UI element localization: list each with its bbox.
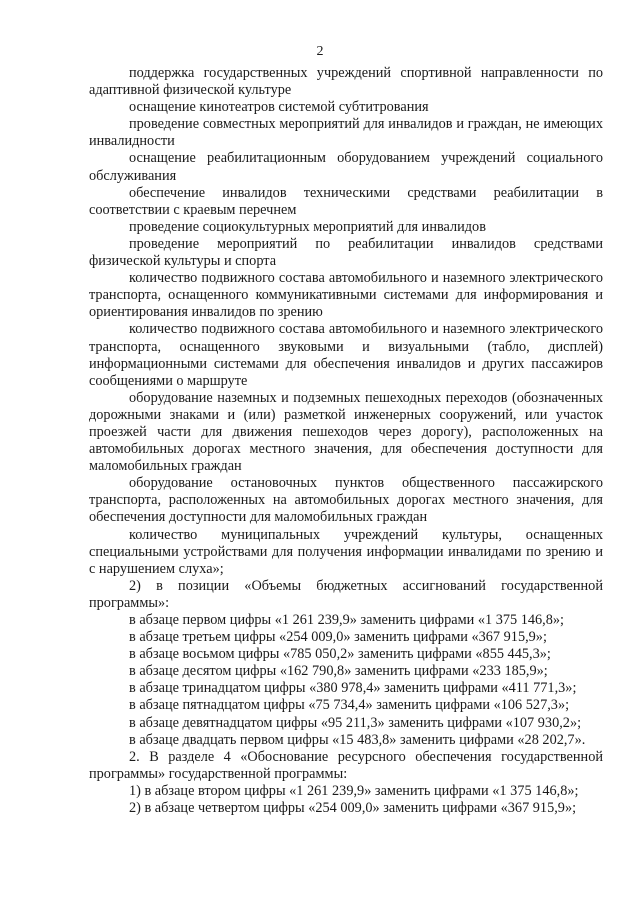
paragraph: количество муниципальных учреждений культуры, оснащенных специальными устройствами для получения информации инвалидами по зрению и с нарушением слуха»; <box>89 526 603 577</box>
paragraph: оснащение реабилитационным оборудованием учреждений социального обслуживания <box>89 150 603 184</box>
paragraph: в абзаце первом цифры «1 261 239,9» заменить цифрами «1 375 146,8»; <box>129 612 565 628</box>
paragraph: в абзаце третьем цифры «254 009,0» заменить цифрами «367 915,9»; <box>129 629 547 646</box>
paragraph: поддержка государственных учреждений спортивной направленности по адаптивной физической культуре <box>89 65 603 99</box>
page-number: 2 <box>316 44 324 59</box>
paragraph: 2) в абзаце четвертом цифры «254 009,0» заменить цифрами «367 915,9»; <box>129 800 577 817</box>
paragraph: количество подвижного состава автомобильного и наземного электрического транспорта, оснащенного звуковыми и визуальными (табло, дисплей) информационными системами для обеспечения инвалидов и других пассажиров сообщениями о маршруте <box>89 321 603 389</box>
paragraph: 1) в абзаце втором цифры «1 261 239,9» заменить цифрами «1 375 146,8»; <box>129 782 579 799</box>
paragraph: оборудование наземных и подземных пешеходных переходов (обозначенных дорожными знаками и (или) разметкой инженерных сооружений, или участок проезжей части для движения пешеходов через дорогу), расположенных на автомобильных дорогах местного значения, для обеспечения доступности для маломобильных граждан <box>89 389 603 475</box>
paragraph: оборудование остановочных пунктов общественного пассажирского транспорта, расположенных на автомобильных дорогах местного значения, для обеспечения доступности для маломобильных граждан <box>89 475 603 526</box>
paragraph: 2) в позиции «Объемы бюджетных ассигнований государственной программы»: <box>89 577 603 611</box>
paragraph: в абзаце восьмом цифры «785 050,2» заменить цифрами «855 445,3»; <box>129 646 551 663</box>
paragraph: проведение мероприятий по реабилитации инвалидов средствами физической культуры и спорта <box>89 235 603 270</box>
paragraph: количество подвижного состава автомобильного и наземного электрического транспорта, оснащенного коммуникативными системами для информирования и ориентирования инвалидов по зрению <box>89 270 603 321</box>
paragraph: 2. В разделе 4 «Обоснование ресурсного обеспечения государственной программы» государственной программы: <box>89 748 603 782</box>
paragraph: проведение совместных мероприятий для инвалидов и граждан, не имеющих инвалидности <box>89 116 603 150</box>
paragraph: оснащение кинотеатров системой субтитрования <box>129 99 429 116</box>
paragraph: обеспечение инвалидов техническими средствами реабилитации в соответствии с краевым перечнем <box>89 184 603 218</box>
document-body <box>89 65 603 817</box>
paragraph: проведение социокультурных мероприятий для инвалидов <box>129 218 486 235</box>
paragraph: в абзаце десятом цифры «162 790,8» заменить цифрами «233 185,9»; <box>129 663 548 680</box>
paragraph: в абзаце тринадцатом цифры «380 978,4» заменить цифрами «411 771,3»; <box>129 680 577 697</box>
paragraph: в абзаце девятнадцатом цифры «95 211,3» заменить цифрами «107 930,2»; <box>129 714 582 731</box>
paragraph: в абзаце двадцать первом цифры «15 483,8» заменить цифрами «28 202,7». <box>129 731 586 748</box>
paragraph: в абзаце пятнадцатом цифры «75 734,4» заменить цифрами «106 527,3»; <box>129 697 570 714</box>
